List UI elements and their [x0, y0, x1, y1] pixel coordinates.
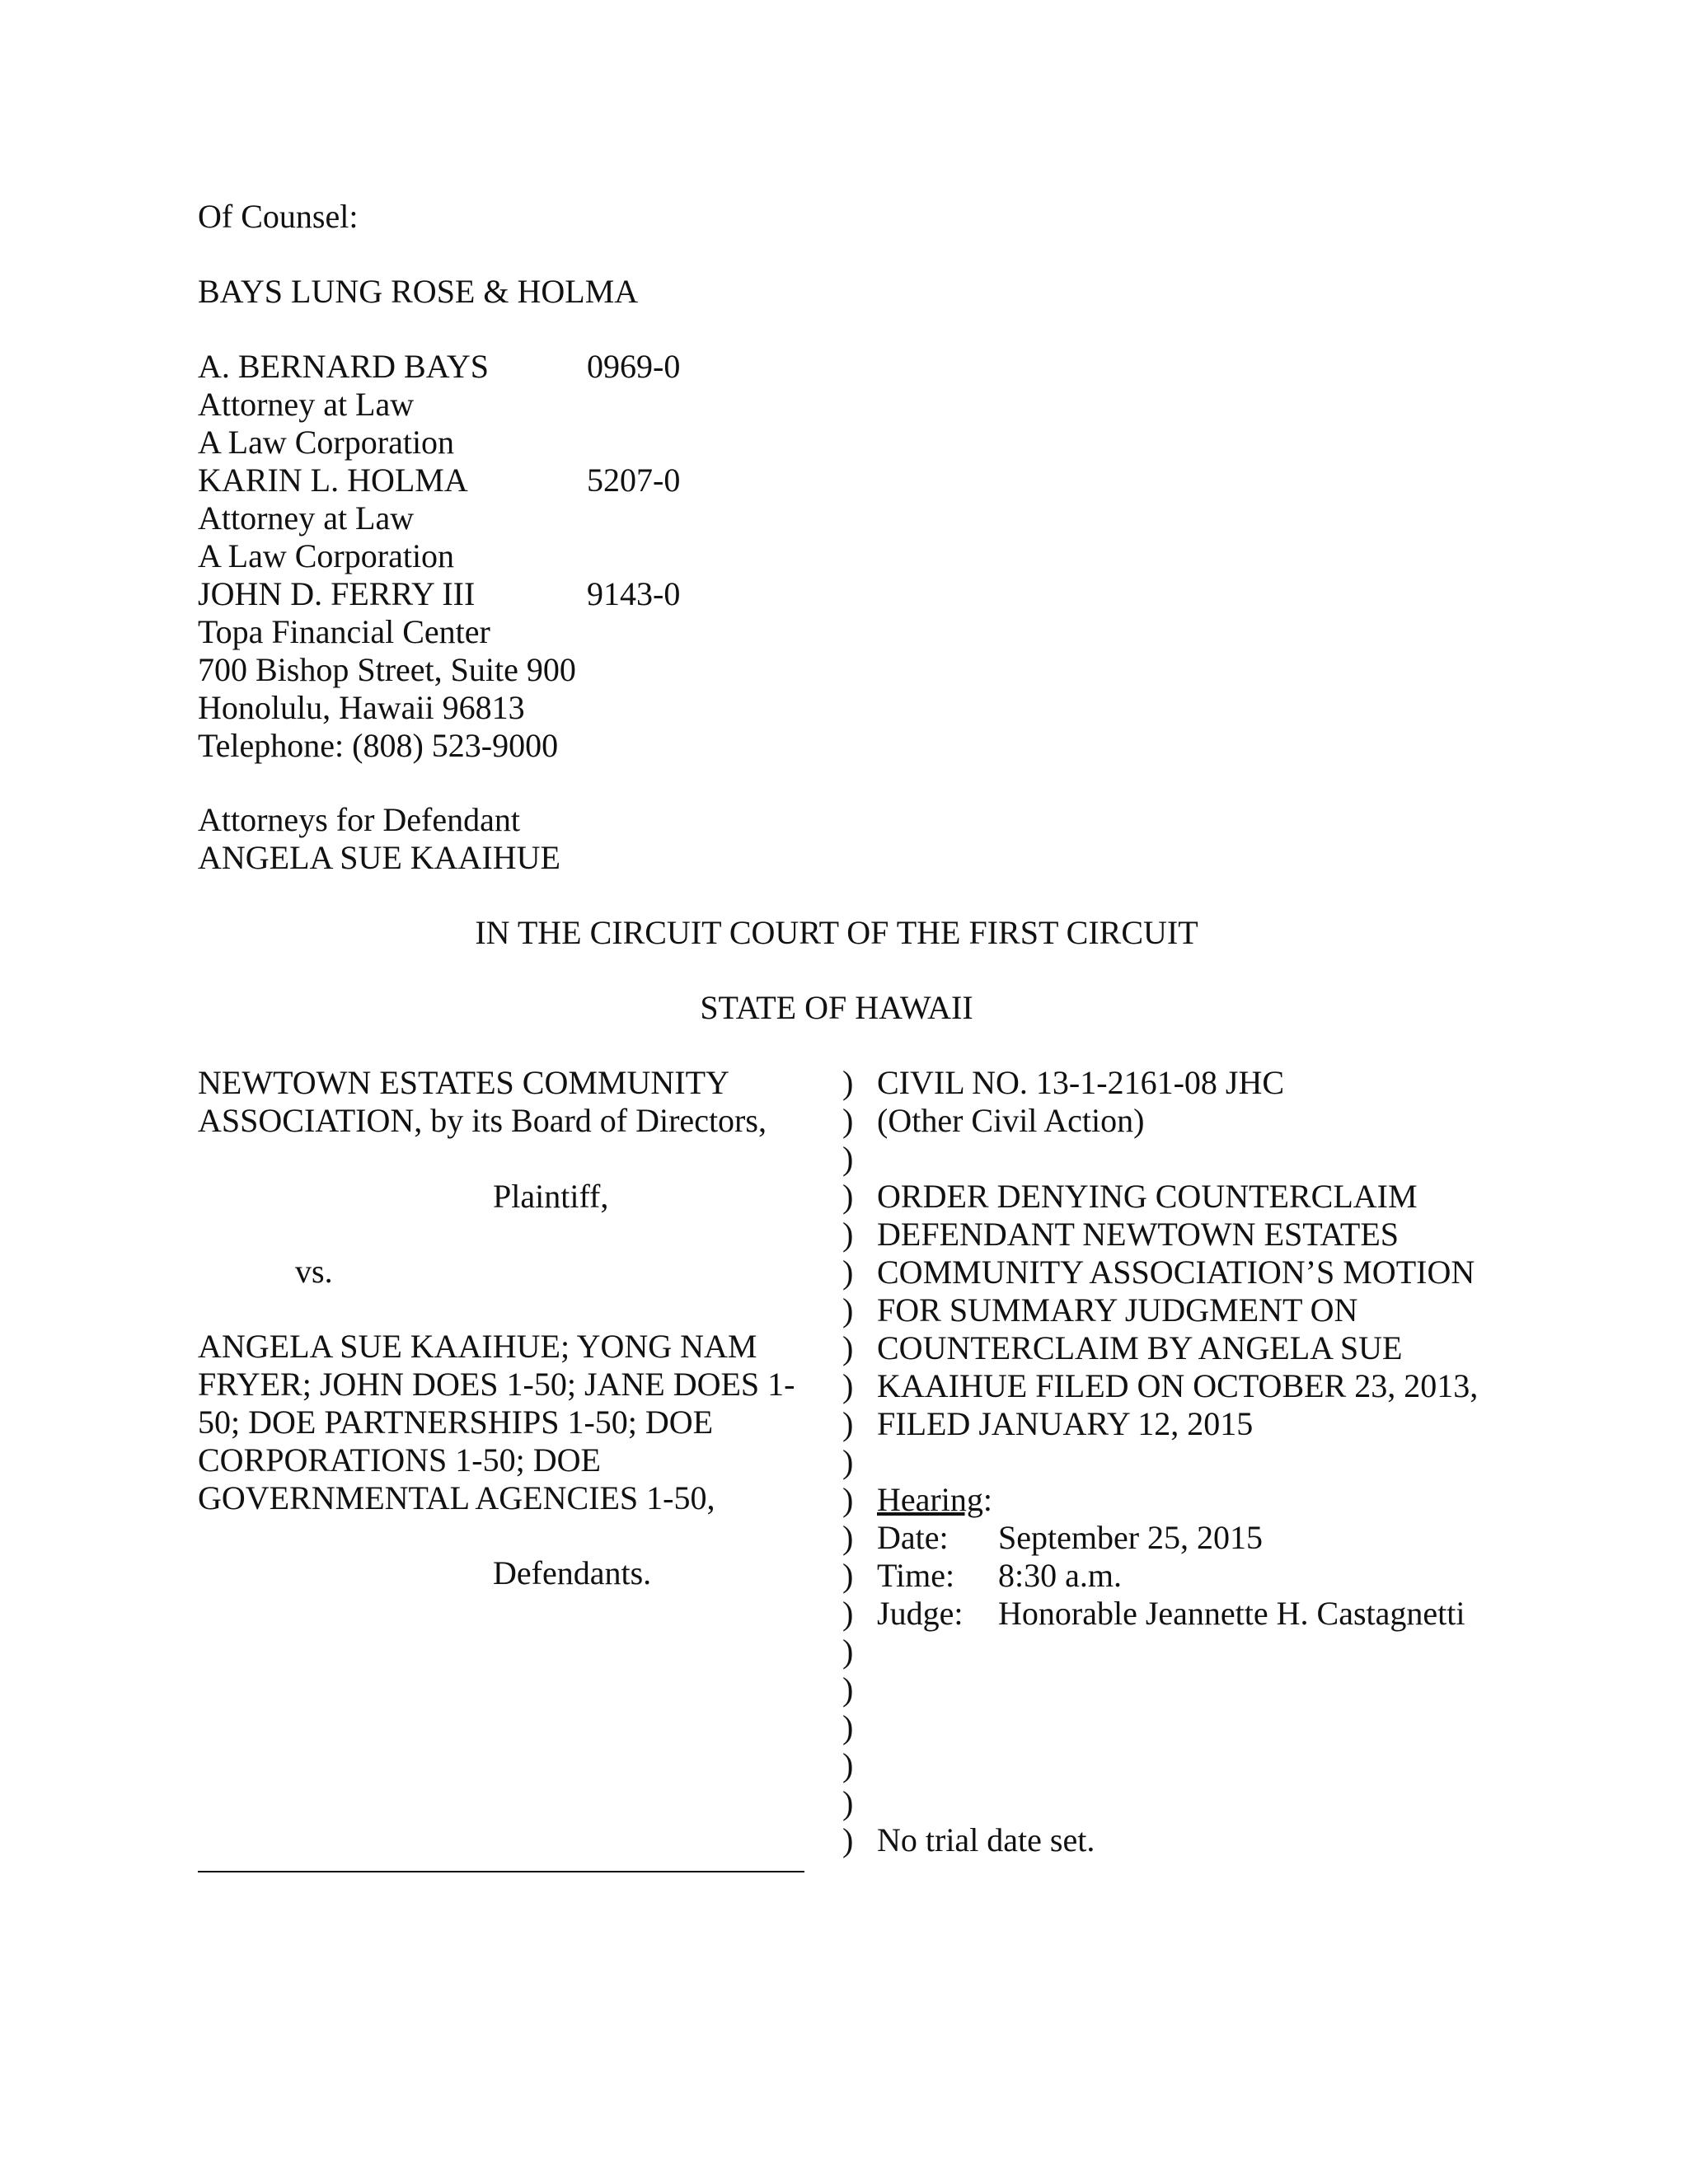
- defendants-line-1: ANGELA SUE KAAIHUE; YONG NAM: [198, 1328, 757, 1365]
- caption-paren: ): [842, 1216, 854, 1253]
- caption-paren: ): [842, 1140, 854, 1177]
- plaintiff-label: Plaintiff,: [493, 1178, 609, 1215]
- attorney-bar-number: 0969-0: [587, 348, 681, 385]
- attorney-line: A Law Corporation: [198, 537, 455, 574]
- attorney-bar-number: 9143-0: [587, 575, 681, 612]
- caption-paren: ): [842, 1633, 854, 1670]
- trial-date-note: No trial date set.: [877, 1821, 1095, 1858]
- court-name: IN THE CIRCUIT COURT OF THE FIRST CIRCUIT: [475, 914, 1198, 951]
- attorney-line: Attorney at Law: [198, 499, 415, 537]
- caption-paren: ): [842, 1291, 854, 1329]
- caption-paren: ): [842, 1254, 854, 1291]
- attorney-bar-number: 5207-0: [587, 462, 681, 499]
- caption-paren: ): [842, 1102, 854, 1139]
- attorneys-for-party: ANGELA SUE KAAIHUE: [198, 839, 560, 876]
- attorney-line: Honolulu, Hawaii 96813: [198, 689, 525, 726]
- civil-case-number: CIVIL NO. 13-1-2161-08 JHC: [877, 1064, 1285, 1101]
- document-title-line-4: FOR SUMMARY JUDGMENT ON: [877, 1291, 1358, 1329]
- caption-paren: ): [842, 1821, 854, 1858]
- caption-paren: ): [842, 1595, 854, 1632]
- document-title-line-3: COMMUNITY ASSOCIATION’S MOTION: [877, 1254, 1475, 1291]
- plaintiff-name-line-2: ASSOCIATION, by its Board of Directors,: [198, 1102, 767, 1139]
- of-counsel-label: Of Counsel:: [198, 198, 359, 235]
- caption-paren: ): [842, 1481, 854, 1518]
- attorney-line: KARIN L. HOLMA: [198, 462, 468, 499]
- attorney-line: Topa Financial Center: [198, 613, 490, 650]
- caption-paren: ): [842, 1064, 854, 1101]
- document-title-line-6: KAAIHUE FILED ON OCTOBER 23, 2013,: [877, 1367, 1479, 1404]
- caption-signature-rule: [198, 1871, 804, 1872]
- caption-paren: ): [842, 1557, 854, 1594]
- attorney-line: 700 Bishop Street, Suite 900: [198, 651, 576, 688]
- law-firm-name: BAYS LUNG ROSE & HOLMA: [198, 273, 639, 310]
- hearing-time-label: Time:: [877, 1557, 955, 1594]
- caption-paren: ): [842, 1405, 854, 1442]
- hearing-heading-label: Hearing: [877, 1481, 983, 1518]
- defendants-line-3: 50; DOE PARTNERSHIPS 1-50; DOE: [198, 1404, 714, 1441]
- hearing-date-value: September 25, 2015: [998, 1519, 1264, 1556]
- defendants-label: Defendants.: [493, 1554, 652, 1591]
- caption-paren: ): [842, 1671, 854, 1708]
- court-state: STATE OF HAWAII: [700, 989, 973, 1026]
- hearing-time-value: 8:30 a.m.: [998, 1557, 1122, 1594]
- hearing-heading-colon: :: [982, 1481, 992, 1518]
- hearing-judge-value: Honorable Jeannette H. Castagnetti: [998, 1595, 1465, 1632]
- caption-paren: ): [842, 1367, 854, 1404]
- attorney-line: A Law Corporation: [198, 424, 455, 461]
- hearing-date-label: Date:: [877, 1519, 949, 1556]
- caption-paren: ): [842, 1746, 854, 1783]
- caption-paren: ): [842, 1443, 854, 1480]
- plaintiff-name-line-1: NEWTOWN ESTATES COMMUNITY: [198, 1064, 729, 1101]
- caption-paren: ): [842, 1784, 854, 1821]
- document-title-line-5: COUNTERCLAIM BY ANGELA SUE: [877, 1329, 1403, 1366]
- document-title-line-2: DEFENDANT NEWTOWN ESTATES: [877, 1216, 1400, 1253]
- document-title-line-7: FILED JANUARY 12, 2015: [877, 1405, 1254, 1442]
- attorney-line: Attorney at Law: [198, 386, 415, 423]
- caption-paren: ): [842, 1708, 854, 1746]
- hearing-judge-label: Judge:: [877, 1595, 964, 1632]
- caption-paren: ): [842, 1519, 854, 1556]
- caption-paren: ): [842, 1329, 854, 1366]
- defendants-line-5: GOVERNMENTAL AGENCIES 1-50,: [198, 1479, 715, 1516]
- versus-label: vs.: [295, 1253, 333, 1290]
- hearing-heading: [877, 1481, 992, 1519]
- attorney-block: [198, 348, 775, 765]
- action-type: (Other Civil Action): [877, 1102, 1145, 1139]
- document-title-line-1: ORDER DENYING COUNTERCLAIM: [877, 1178, 1418, 1215]
- defendants-line-2: FRYER; JOHN DOES 1-50; JANE DOES 1-: [198, 1366, 795, 1403]
- attorney-line: Telephone: (808) 523-9000: [198, 727, 559, 764]
- attorneys-for-label: Attorneys for Defendant: [198, 801, 520, 838]
- attorney-line: A. BERNARD BAYS: [198, 348, 490, 385]
- attorney-line: JOHN D. FERRY III: [198, 575, 476, 612]
- defendants-line-4: CORPORATIONS 1-50; DOE: [198, 1441, 601, 1479]
- caption-paren: ): [842, 1178, 854, 1215]
